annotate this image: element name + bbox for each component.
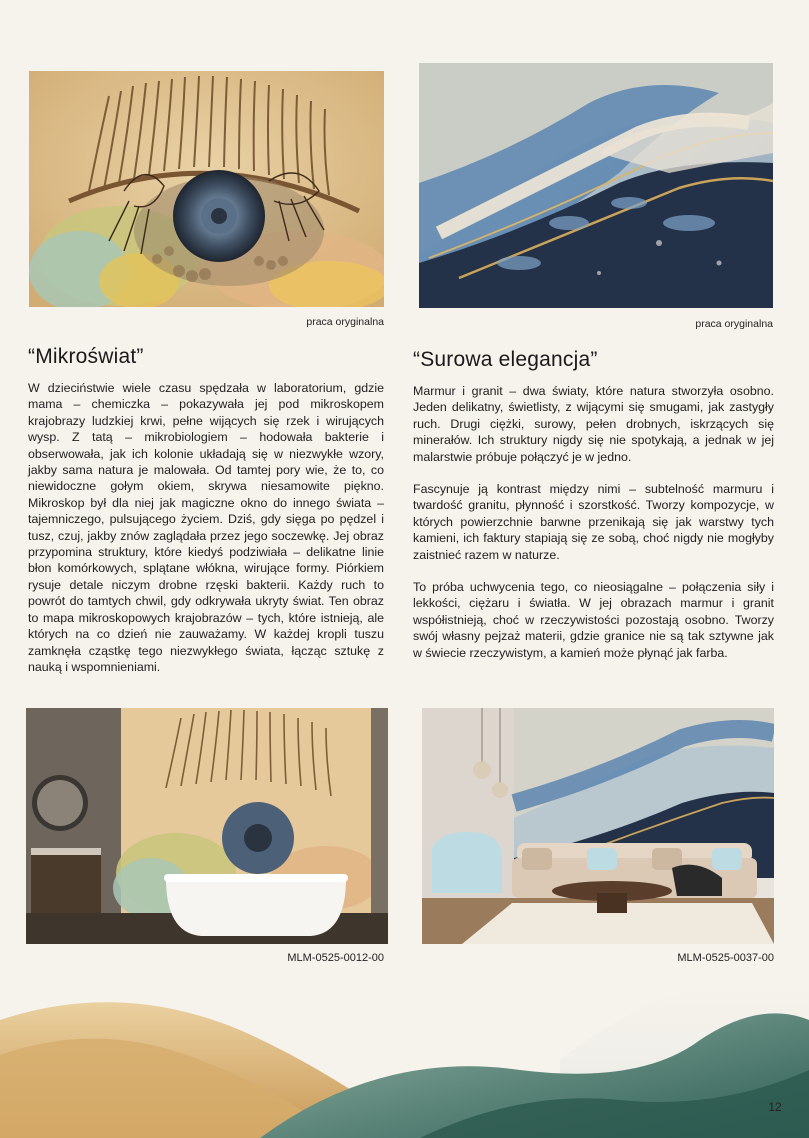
product-code-right: MLM-0525-0037-00	[677, 952, 774, 964]
body-surowa-elegancja	[413, 383, 774, 677]
paragraph: W dzieciństwie wiele czasu spędzała w laboratorium, gdzie mama – chemiczka – pokazywała jej pod mikroskopem krajobrazy ludzkiej krwi, pełne wijących się rzek i wirujących wysp. Z tatą – mikrobiologiem – hodowała bakterie i obserwowała, jak ich kolonie układają się w niezwykłe wzory, jakby sama natura je malowała. Od tamtej pory wie, że to, co niewidoczne gołym okiem, skrywa niesamowite piękno. Mikroskop był dla niej jak magiczne okno do innego świata – tajemniczego, pulsującego życiem. Dziś, gdy sięga po pędzel i tusz, czuj, jakby znów zaglądała przez jego soczewkę. Jej obraz przypomina struktury, które kiedyś podziwiała – delikatne linie błon komórkowych, splątane włókna, wirujące formy. Piórkiem rysuje detale niczym drobne rzęski bakterii. Każdy ruch to powrót do tamtych chwil, gdy odkrywała ukryty świat. Ten obraz to mapa mikroskopowych krajobrazów – tych, które istnieją, ale których na co dzień nie zauważamy. W każdej kropli tuszu zamknęła cząstkę tego niezwykłego świata, łącząc sztukę z nauką i wspomnieniami.	[28, 381, 384, 674]
caption-original-left: praca oryginalna	[306, 316, 384, 328]
page-number: 12	[768, 1100, 782, 1114]
product-code-left: MLM-0525-0012-00	[287, 952, 384, 964]
artwork-mikroswiat-original	[29, 71, 384, 307]
body-mikroswiat	[28, 380, 384, 691]
artwork-surowa-elegancja-original	[419, 63, 773, 308]
title-mikroswiat: “Mikroświat”	[28, 345, 144, 368]
decorative-landscape-footer	[0, 960, 809, 1138]
paragraph: Fascynuje ją kontrast między nimi – subtelność marmuru i twardość granitu, płynność i szorstkość. Tworzy kompozycje, w których powierzchnie barwne przenikają się jak warstwy tych kamieni, ich faktury stapiają się ze sobą, choć nigdy nie mogłyby zaistnieć razem w naturze.	[413, 482, 774, 562]
title-surowa-elegancja: “Surowa elegancja”	[413, 348, 598, 371]
caption-original-right: praca oryginalna	[695, 318, 773, 330]
interior-living-room-photo	[422, 708, 774, 944]
paragraph: To próba uchwycenia tego, co nieosiągalne – połączenia siły i lekkości, ciężaru i światła. W jej obrazach marmur i granit współistnieją, choć w rzeczywistości pozostają osobno. Tworzy swój własny pejzaż materii, gdzie granice nie są tak sztywne jak w świecie rzeczywistym, a kamień może płynąć jak farba.	[413, 580, 774, 660]
interior-bathroom-photo	[26, 708, 388, 944]
paragraph: Marmur i granit – dwa światy, które natura stworzyła osobno. Jeden delikatny, świetlisty, z wijącymi się smugami, jak zastygły ruch. Drugi ciężki, surowy, pełen drobnych, iskrzących się minerałów. Ich struktury nigdy się nie spotykają, a jednak w jej malarstwie próbuje połączyć je w jedno.	[413, 384, 774, 464]
